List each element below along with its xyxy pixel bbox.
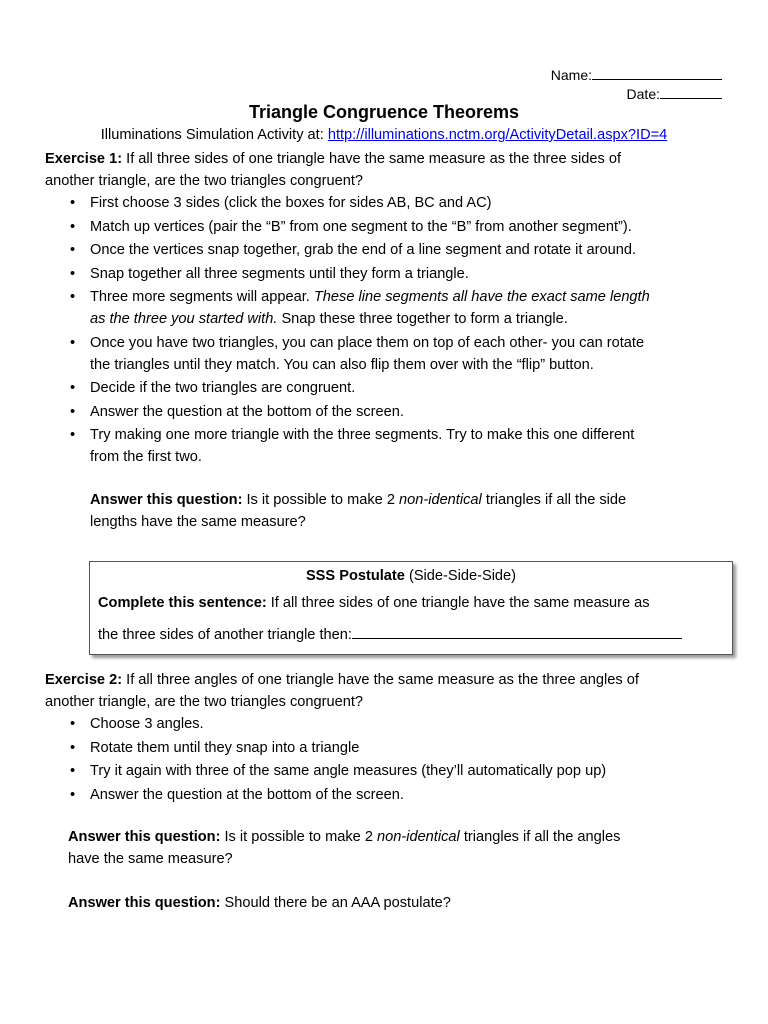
date-field — [627, 84, 722, 102]
answer-label: Answer this question: — [90, 492, 243, 508]
answer1-line2: have the same measure? — [68, 851, 233, 867]
subtitle — [0, 127, 768, 143]
exercise1-question — [45, 148, 621, 192]
sss-answer-blank[interactable] — [352, 624, 682, 639]
answer-line2: lengths have the same measure? — [90, 514, 306, 530]
exercise2-steps — [68, 713, 748, 807]
answer1-text-a: Is it possible to make 2 — [220, 829, 377, 845]
list-item: • First choose 3 sides (click the boxes for sides AB, BC and AC) — [68, 192, 748, 214]
list-item: • Try it again with three of the same angle measures (they’ll automatically pop up) — [68, 760, 748, 782]
list-item — [68, 332, 748, 376]
sss-sentence-line1 — [98, 595, 650, 611]
sss-sentence-line2 — [98, 624, 682, 643]
page-title: Triangle Congruence Theorems — [248, 102, 520, 122]
name-label: Name: — [550, 67, 592, 83]
answer1-label: Answer this question: — [68, 829, 221, 845]
list-item: • Snap together all three segments until they form a triangle. — [68, 263, 748, 285]
date-blank — [660, 84, 722, 99]
exercise2-question-line2: another triangle, are the two triangles congruent? — [45, 694, 364, 710]
exercise2-question-line1: If all three angles of one triangle have the same measure as the three angles of — [122, 672, 639, 688]
answer1-text-b: triangles if all the angles — [459, 829, 621, 845]
exercise1-question-line1: If all three sides of one triangle have the same measure as the three sides of — [122, 151, 621, 167]
complete-label: Complete this sentence: — [98, 595, 267, 611]
sss-title — [90, 568, 732, 584]
sss-line1-rest: If all three sides of one triangle have the same measure as — [266, 595, 650, 611]
date-label: Date: — [626, 86, 660, 102]
exercise2-label: Exercise 2: — [45, 672, 123, 688]
exercise2-answer1 — [68, 826, 620, 870]
bullet9-line1: • Try making one more triangle with the three segments. Try to make this one different — [90, 427, 635, 443]
list-item: • Answer the question at the bottom of the screen. — [68, 784, 748, 806]
list-item — [68, 424, 748, 468]
bullet5-text-b: Snap these three together to form a triangle. — [277, 311, 568, 327]
answer2-text: Should there be an AAA postulate? — [220, 895, 451, 911]
answer-text-a: Is it possible to make 2 — [242, 492, 399, 508]
exercise2-answer2 — [68, 892, 451, 914]
subtitle-prefix: Illuminations Simulation Activity at: — [100, 127, 328, 143]
answer-italic: non-identical — [399, 492, 482, 508]
exercise1-answer-question — [90, 489, 626, 533]
exercise1-steps — [68, 192, 748, 470]
answer2-label: Answer this question: — [68, 895, 221, 911]
exercise1-question-line2: another triangle, are the two triangles congruent? — [45, 173, 364, 189]
list-item: • Match up vertices (pair the “B” from one segment to the “B” from another segment”). — [68, 216, 748, 238]
answer1-italic: non-identical — [377, 829, 460, 845]
list-item: • Rotate them until they snap into a triangle — [68, 737, 748, 759]
sss-line2-text: the three sides of another triangle then: — [98, 627, 352, 643]
bullet6-line1: • Once you have two triangles, you can place them on top of each other- you can rotate — [90, 334, 645, 351]
activity-link[interactable]: http://illuminations.nctm.org/ActivityDetail.aspx?ID=4 — [327, 127, 668, 143]
list-item — [68, 286, 748, 330]
bullet6-line2: the triangles until they match. You can also flip them over with the “flip” button. — [90, 356, 594, 373]
bullet5-text-a: Three more segments will appear. — [90, 289, 314, 305]
bullet9-line2: from the first two. — [90, 449, 202, 465]
bullet5-italic-2: as the three you started with. — [90, 311, 278, 327]
sss-title-rest: (Side-Side-Side) — [404, 568, 517, 584]
name-field — [551, 65, 722, 83]
list-item: • Decide if the two triangles are congruent. — [68, 377, 748, 399]
exercise2-question — [45, 669, 639, 713]
name-blank — [592, 65, 722, 80]
bullet5-italic-1: These line segments all have the exact same length — [313, 289, 650, 305]
sss-title-bold: SSS Postulate — [305, 568, 405, 584]
list-item: • Answer the question at the bottom of the screen. — [68, 401, 748, 423]
answer-text-b: triangles if all the side — [481, 492, 627, 508]
exercise1-label: Exercise 1: — [45, 151, 123, 167]
list-item: • Once the vertices snap together, grab the end of a line segment and rotate it around. — [68, 239, 748, 261]
list-item: • Choose 3 angles. — [68, 713, 748, 735]
sss-postulate-box — [89, 561, 733, 655]
